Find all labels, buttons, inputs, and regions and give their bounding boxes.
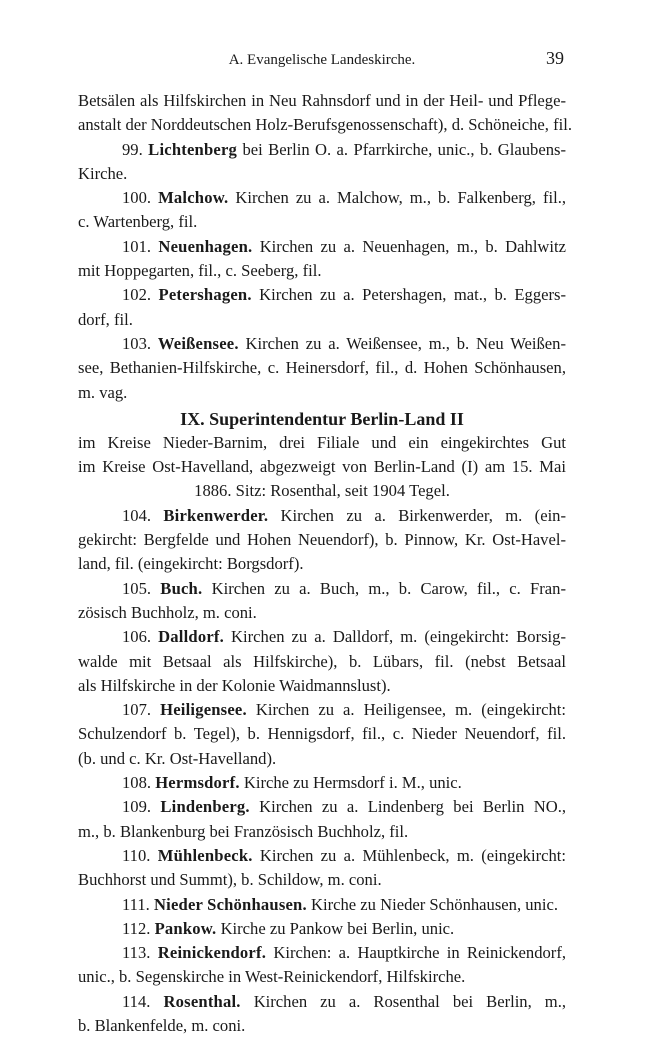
entry-number: 103. <box>122 333 152 353</box>
text-line: zösisch Buchholz, m. coni. <box>78 602 257 622</box>
text-line <box>78 990 566 1014</box>
text-line <box>78 941 566 965</box>
parish-name: Weißensee. <box>157 333 239 353</box>
text-line: Kirche. <box>78 163 128 183</box>
parish-name: Dalldorf. <box>158 627 224 647</box>
entry-text: bei Berlin O. a. Pfarrkirche, unic., b. Glaubens- <box>242 139 566 159</box>
parish-entry <box>78 186 566 235</box>
parish-entry <box>78 844 566 893</box>
parish-entry <box>78 917 566 941</box>
entry-text: Kirchen zu a. Birkenwerder, m. (ein- <box>280 505 566 525</box>
entry-number: 111. <box>122 894 150 914</box>
entry-number: 113. <box>122 943 151 963</box>
entry-number: 114. <box>122 991 151 1011</box>
text-line <box>78 186 566 210</box>
parish-entry <box>78 625 566 698</box>
parish-entry <box>78 771 566 795</box>
entry-text: Kirche zu Pankow bei Berlin, unic. <box>220 918 455 938</box>
document-page <box>78 48 572 1038</box>
text-line <box>78 138 566 162</box>
running-head <box>78 48 566 78</box>
parish-name: Birkenwerder. <box>163 505 269 525</box>
parish-name: Rosenthal. <box>163 991 241 1011</box>
text-line: im Kreise Ost-Havelland, abgezweigt von Berlin-Land (I) am 15. Mai <box>78 457 566 477</box>
entry-text: Kirche zu Hermsdorf i. M., unic. <box>243 773 462 793</box>
entry-text: Kirchen zu a. Weißensee, m., b. Neu Weißen- <box>245 333 566 353</box>
text-line <box>78 577 566 601</box>
parish-name: Reinickendorf. <box>157 943 267 963</box>
text-line: (b. und c. Kr. Ost-Havelland). <box>78 748 277 768</box>
parish-name: Lichtenberg <box>148 139 238 159</box>
parish-name: Nieder Schönhausen. <box>153 894 307 914</box>
parish-name: Lindenberg. <box>160 797 250 817</box>
running-head-title: A. Evangelische Landeskirche. <box>228 52 416 68</box>
text-line <box>78 698 566 722</box>
parish-entry <box>78 577 566 626</box>
text-line: see, Bethanien-Hilfskirche, c. Heinersdorf, fil., d. Hohen Schönhausen, <box>78 358 566 378</box>
parish-entry <box>78 138 566 187</box>
text-line: land, fil. (eingekircht: Borgsdorf). <box>78 554 304 574</box>
parish-name: Buch. <box>160 578 203 598</box>
text-line <box>78 917 566 941</box>
parish-entry <box>78 795 566 844</box>
parish-entry <box>78 235 566 284</box>
entry-text: Kirchen zu a. Buch, m., b. Carow, fil., c. Fran- <box>211 578 567 598</box>
text-line <box>78 771 566 795</box>
entry-list <box>78 504 566 1038</box>
entry-text: Kirchen zu a. Lindenberg bei Berlin NO., <box>259 797 567 817</box>
entry-number: 109. <box>122 797 152 817</box>
text-line: im Kreise Nieder-Barnim, drei Filiale und ein eingekirchtes Gut <box>78 432 566 452</box>
entry-number: 110. <box>122 845 151 865</box>
parish-name: Hermsdorf. <box>155 773 240 793</box>
entry-text: Kirchen zu a. Mühlenbeck, m. (eingekircht: <box>259 845 566 865</box>
parish-entry <box>78 941 566 990</box>
text-line <box>78 893 566 917</box>
parish-name: Heiligensee. <box>160 700 247 720</box>
page-body <box>78 89 572 1038</box>
entry-number: 104. <box>122 505 152 525</box>
text-line: dorf, fil. <box>78 309 133 329</box>
parish-name: Neuenhagen. <box>158 236 253 256</box>
text-line <box>78 795 566 819</box>
text-line <box>78 504 566 528</box>
text-line: b. Blankenfelde, m. coni. <box>78 1015 246 1035</box>
parish-entry <box>78 332 566 405</box>
entry-text: Kirchen zu a. Petershagen, mat., b. Eggers- <box>259 285 566 305</box>
parish-entry <box>78 504 566 577</box>
text-line: m., b. Blankenburg bei Französisch Buchholz, fil. <box>78 821 409 841</box>
text-line: mit Hoppegarten, fil., c. Seeberg, fil. <box>78 261 322 281</box>
entry-text: Kirchen zu a. Heiligensee, m. (eingekircht: <box>255 700 566 720</box>
entry-list <box>78 138 566 405</box>
parish-entry <box>78 893 566 917</box>
text-line: unic., b. Segenskirche in West-Reinickendorf, Hilfskirche. <box>78 967 466 987</box>
text-line: Betsälen als Hilfskirchen in Neu Rahnsdorf und in der Heil- und Pflege- <box>78 91 566 110</box>
parish-name: Mühlenbeck. <box>157 845 253 865</box>
text-line <box>78 625 566 649</box>
entry-number: 105. <box>122 578 152 598</box>
text-line: Buchhorst und Summt), b. Schildow, m. coni. <box>78 870 382 890</box>
parish-name: Pankow. <box>154 918 217 938</box>
entry-number: 99. <box>122 139 143 159</box>
text-line <box>78 235 566 259</box>
text-line: als Hilfskirche in der Kolonie Waidmannslust). <box>78 675 391 695</box>
entry-number: 112. <box>122 918 151 938</box>
text-line: walde mit Betsaal als Hilfskirche), b. Lübars, fil. (nebst Betsaal <box>78 651 566 671</box>
entry-text: Kirchen zu a. Rosenthal bei Berlin, m., <box>253 991 566 1011</box>
entry-number: 100. <box>122 188 152 208</box>
parish-entry <box>78 283 566 332</box>
entry-number: 102. <box>122 285 152 305</box>
section-intro <box>78 431 566 504</box>
parish-name: Petershagen. <box>158 285 252 305</box>
text-line <box>78 844 566 868</box>
entry-text: Kirchen zu a. Neuenhagen, m., b. Dahlwitz <box>259 236 566 256</box>
text-line <box>78 283 566 307</box>
entry-number: 106. <box>122 627 152 647</box>
entry-text: Kirchen zu a. Dalldorf, m. (eingekircht: Borsig- <box>231 627 566 647</box>
entry-text: Kirche zu Nieder Schönhausen, unic. <box>311 894 558 914</box>
parish-entry <box>78 698 566 771</box>
text-line: Schulzendorf b. Tegel), b. Hennigsdorf, fil., c. Nieder Neuendorf, fil. <box>78 724 566 744</box>
entry-text: Kirchen zu a. Malchow, m., b. Falkenberg, fil., <box>235 188 566 208</box>
text-line: m. vag. <box>78 382 128 402</box>
text-line: c. Wartenberg, fil. <box>78 212 198 232</box>
parish-name: Malchow. <box>158 188 229 208</box>
entry-text: Kirchen: a. Hauptkirche in Reinickendorf, <box>273 943 566 963</box>
entry-number: 108. <box>122 773 152 793</box>
continuation-paragraph <box>78 89 572 138</box>
entry-number: 107. <box>122 700 152 720</box>
section-heading: IX. Superintendentur Berlin-Land II <box>180 408 464 429</box>
text-line: 1886. Sitz: Rosenthal, seit 1904 Tegel. <box>194 481 450 501</box>
page-number: 39 <box>546 48 564 68</box>
text-line: anstalt der Norddeutschen Holz-Berufsgenossenschaft), d. Schöneiche, fil. <box>78 115 572 135</box>
text-line <box>78 332 566 356</box>
text-line: gekircht: Bergfelde und Hohen Neuendorf), b. Pinnow, Kr. Ost-Havel- <box>78 530 566 550</box>
parish-entry <box>78 990 566 1038</box>
entry-number: 101. <box>122 236 152 256</box>
